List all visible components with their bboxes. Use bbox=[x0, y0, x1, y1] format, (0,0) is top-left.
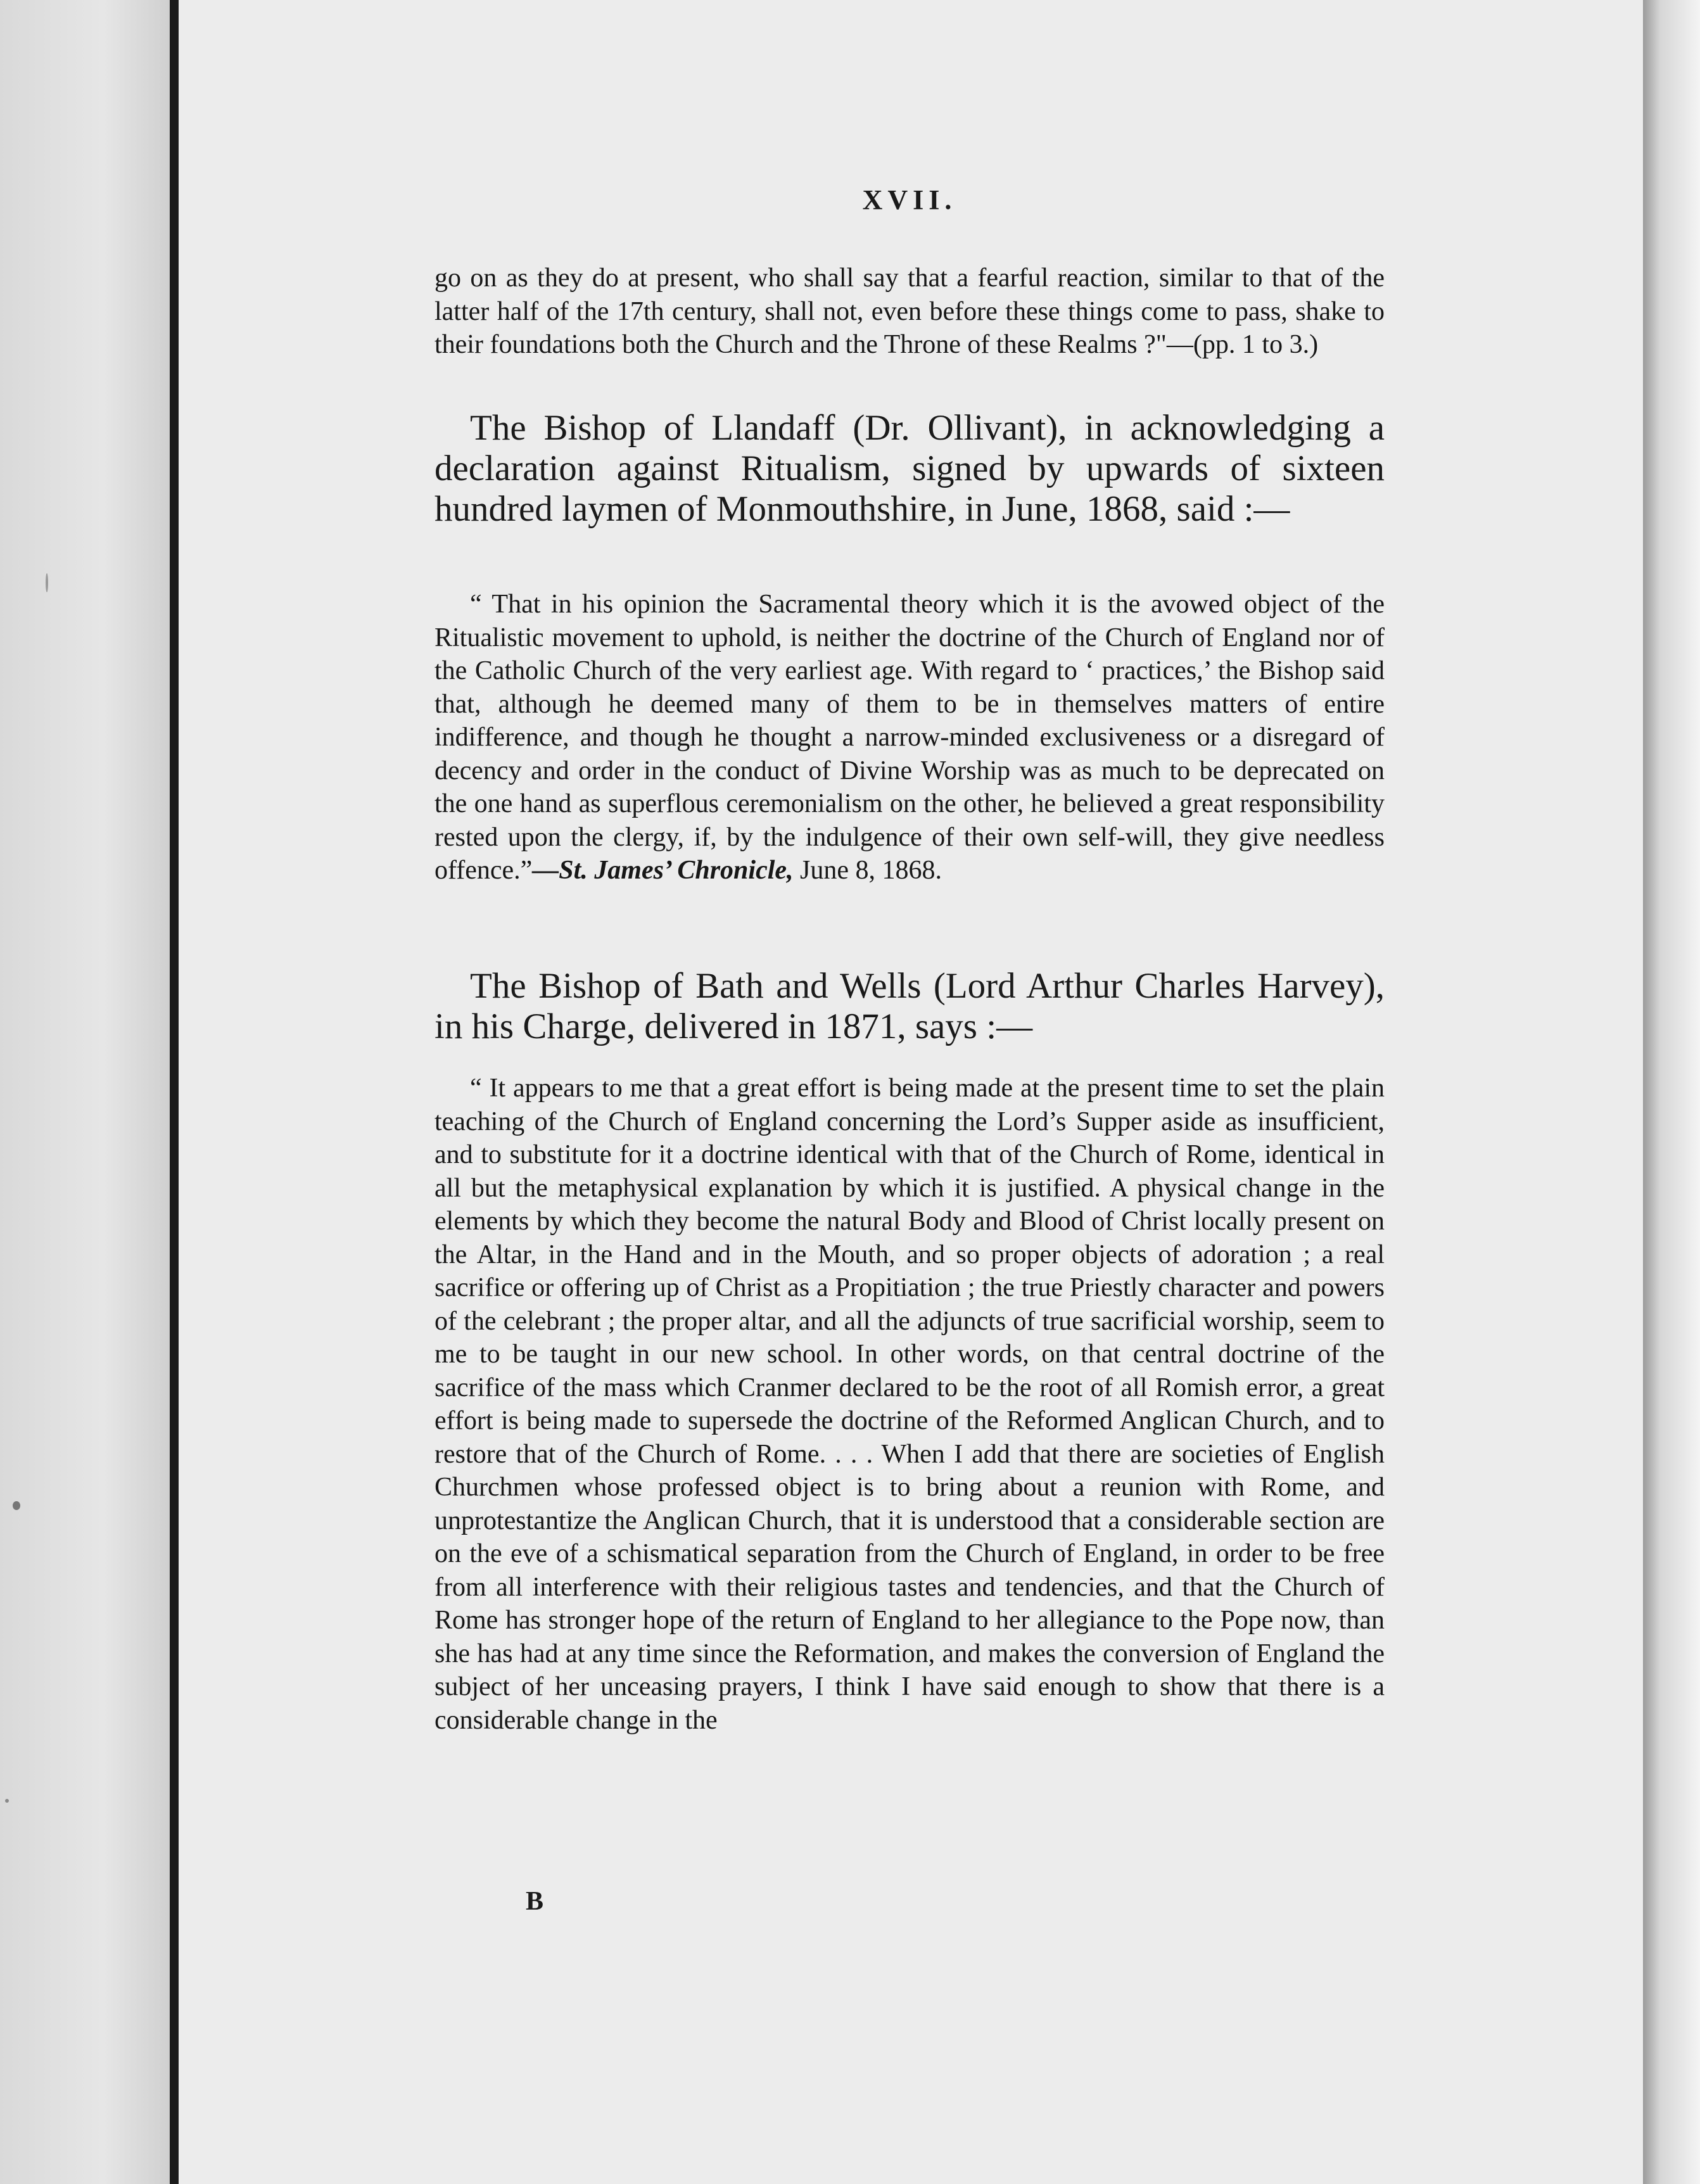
book-gutter bbox=[170, 0, 179, 2184]
quote-bath-wells-text: “ It appears to me that a great effort is being made at the present time to set the plain teaching of the Church of England concerning the Lord’s Supper aside as insufficient, and to substitute for it a doctrine identical with that of the Church of Rome, identical in all but the metaphysical explanation by which it is justified. A physical change in the elements by which they become the natural Body and Blood of Christ locally present on the Altar, in the Hand and in the Mouth, and so proper objects of adoration ; a real sacrifice or offering up of Christ as a Propitiation ; the true Priestly character and powers of the celebrant ; the proper altar, and all the adjuncts of true sacrificial worship, seem to me to be taught in our new school. In other words, on that central doctrine of the sacrifice of the mass which Cranmer declared to be the root of all Romish error, a great effort is being made to supersede the doctrine of the Reformed Anglican Church, and to restore that of the Church of Rome. . . . When I add that there are societies of English Churchmen whose professed object is to bring about a reunion with Rome, and unprotestantize the Anglican Church, that it is understood that a considerable section are on the eve of a schismatical separation from the Church of England, in order to be free from all interference with their religious tastes and tendencies, and that the Church of Rome has stronger hope of the return of England to her allegiance to the Pope now, than she has had at any time since the Reformation, and makes the conversion of England the subject of her unceasing prayers, I think I have said enough to show that there is a considerable change in the bbox=[435, 1074, 1385, 1735]
quote-llandaff-text: “ That in his opinion the Sacramental theory which it is the avowed object of the Ritualistic movement to uphold, is neither the doctrine of the Church of England nor of the Catholic Church of the very earliest age. With regard to ‘ practices,’ the Bishop said that, although he deemed many of them to be in themselves matters of entire indifference, and though he thought a narrow-minded exclusiveness or a disregard of decency and order in the conduct of Divine Worship was as much to be deprecated on the one hand as superflous ceremonialism on the other, he believed a great responsibility rested upon the clergy, if, by the indulgence of their own self-will, they give needless offence.” bbox=[435, 590, 1385, 885]
section-heading-llandaff: The Bishop of Llandaff (Dr. Ollivant), in acknowledging a declaration against Ritualism, signed by upwards of sixteen hundred laymen of Monmouthshire, in June, 1868, said :— bbox=[435, 408, 1385, 529]
quote-llandaff-source-dash: — bbox=[532, 856, 559, 885]
paper-mark bbox=[46, 573, 48, 592]
section-heading-bath-wells: The Bishop of Bath and Wells (Lord Arthur Charles Harvey), in his Charge, delivered in 1871, says :— bbox=[435, 966, 1385, 1046]
page-edge bbox=[1643, 0, 1700, 2184]
quote-llandaff-source-title: St. James’ Chronicle, bbox=[559, 856, 794, 885]
quote-llandaff-source-date: June 8, 1868. bbox=[793, 856, 942, 885]
continuation-text: go on as they do at present, who shall say that a fearful reaction, similar to that of the latter half of the 17th century, shall not, even before these things come to pass, shake to their foundations both the Church and the Throne of these Realms ?"—(pp. 1 to 3.) bbox=[435, 263, 1385, 359]
signature-mark: B bbox=[526, 1887, 544, 1916]
quote-llandaff bbox=[435, 588, 1385, 887]
paper-speck bbox=[5, 1799, 9, 1803]
page-number: XVII. bbox=[862, 184, 957, 215]
paper-speck bbox=[13, 1501, 20, 1510]
quote-bath-wells bbox=[435, 1072, 1385, 1737]
facing-page bbox=[0, 0, 172, 2184]
continuation-paragraph bbox=[435, 262, 1385, 362]
